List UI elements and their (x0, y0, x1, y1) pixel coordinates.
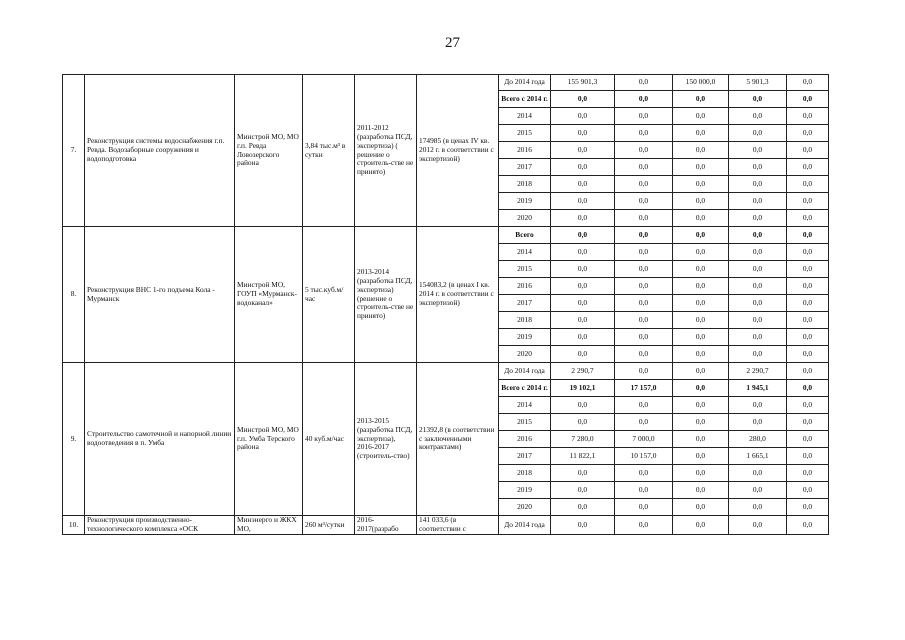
table-row (63, 516, 829, 535)
value-municipal: 0,0 (729, 244, 787, 261)
table-row (63, 227, 829, 244)
row-period-label: 2019 (499, 329, 551, 346)
project-period: 2011-2012 (разработка ПСД, экспертиза) ( решение о строитель-стве не принято) (355, 75, 417, 227)
value-municipal: 0,0 (729, 159, 787, 176)
value-total: 0,0 (551, 210, 615, 227)
project-name: Реконструкция ВНС 1-го подъема Кола - Мурманск (85, 227, 235, 363)
value-regional: 0,0 (673, 329, 729, 346)
value-total: 0,0 (551, 346, 615, 363)
value-federal: 7 000,0 (615, 431, 673, 448)
value-other: 0,0 (787, 91, 829, 108)
row-period-label: 2019 (499, 482, 551, 499)
value-total: 0,0 (551, 125, 615, 142)
row-period-label: 2015 (499, 414, 551, 431)
value-municipal: 0,0 (729, 108, 787, 125)
value-municipal: 0,0 (729, 193, 787, 210)
project-period: 2016-2017(разрабо (355, 516, 417, 535)
value-other: 0,0 (787, 465, 829, 482)
row-period-label: 2020 (499, 210, 551, 227)
value-regional: 150 000,0 (673, 75, 729, 91)
value-federal: 0,0 (615, 108, 673, 125)
value-regional: 0,0 (673, 346, 729, 363)
value-total: 19 102,1 (551, 380, 615, 397)
project-capacity: 5 тыс.куб.м/час (303, 227, 355, 363)
value-regional: 0,0 (673, 210, 729, 227)
project-number: 8. (63, 227, 85, 363)
value-other: 0,0 (787, 193, 829, 210)
value-other: 0,0 (787, 363, 829, 380)
value-federal: 0,0 (615, 91, 673, 108)
project-customer: Минстрой МО, ГОУП «Мурманск-водоканал» (235, 227, 303, 363)
value-total: 0,0 (551, 193, 615, 210)
value-other: 0,0 (787, 380, 829, 397)
value-total: 0,0 (551, 499, 615, 516)
value-municipal: 0,0 (729, 125, 787, 142)
value-federal: 0,0 (615, 244, 673, 261)
project-name: Строительство самотечной и напорной линии водоотведения в п. Умба (85, 363, 235, 516)
value-federal: 0,0 (615, 295, 673, 312)
row-period-label: 2017 (499, 295, 551, 312)
value-federal: 0,0 (615, 142, 673, 159)
value-total: 0,0 (551, 261, 615, 278)
value-regional: 0,0 (673, 380, 729, 397)
row-period-label: 2018 (499, 465, 551, 482)
project-period: 2013-2014 (разработка ПСД, экспертиза) (решение о строитель-стве не принято) (355, 227, 417, 363)
value-municipal: 0,0 (729, 261, 787, 278)
value-federal: 0,0 (615, 397, 673, 414)
value-total: 2 290,7 (551, 363, 615, 380)
project-capacity: 3,84 тыс.м³ в сутки (303, 75, 355, 227)
value-municipal: 1 665,1 (729, 448, 787, 465)
value-municipal: 0,0 (729, 482, 787, 499)
value-other: 0,0 (787, 516, 829, 535)
value-other: 0,0 (787, 295, 829, 312)
row-period-label: 2020 (499, 346, 551, 363)
value-municipal: 0,0 (729, 227, 787, 244)
project-cost: 141 033,6 (в соответствии с (417, 516, 499, 535)
project-number: 9. (63, 363, 85, 516)
value-other: 0,0 (787, 329, 829, 346)
table-row (63, 75, 829, 91)
row-period-label: 2018 (499, 312, 551, 329)
value-federal: 0,0 (615, 193, 673, 210)
value-federal: 0,0 (615, 312, 673, 329)
value-regional: 0,0 (673, 312, 729, 329)
value-regional: 0,0 (673, 414, 729, 431)
project-number: 10. (63, 516, 85, 535)
project-customer: Минстрой МО, МО г.п. Ревда Ловозерского района (235, 75, 303, 227)
value-regional: 0,0 (673, 431, 729, 448)
value-federal: 0,0 (615, 482, 673, 499)
value-municipal: 280,0 (729, 431, 787, 448)
value-other: 0,0 (787, 499, 829, 516)
value-municipal: 0,0 (729, 278, 787, 295)
value-total: 0,0 (551, 465, 615, 482)
value-municipal: 0,0 (729, 329, 787, 346)
project-cost: 21392,8 (в соответствии с заключенными контрактами) (417, 363, 499, 516)
value-municipal: 2 290,7 (729, 363, 787, 380)
value-other: 0,0 (787, 210, 829, 227)
value-regional: 0,0 (673, 227, 729, 244)
value-federal: 0,0 (615, 346, 673, 363)
value-federal: 0,0 (615, 329, 673, 346)
project-name: Реконструкция системы водоснабжения г.п. Ревда. Водозаборные сооружения и водоподготовка (85, 75, 235, 227)
value-total: 0,0 (551, 329, 615, 346)
value-regional: 0,0 (673, 278, 729, 295)
project-customer: Минстрой МО, МО г.п. Умба Терского района (235, 363, 303, 516)
value-regional: 0,0 (673, 108, 729, 125)
investment-table (62, 74, 829, 535)
value-other: 0,0 (787, 142, 829, 159)
value-total: 0,0 (551, 159, 615, 176)
value-other: 0,0 (787, 346, 829, 363)
value-regional: 0,0 (673, 448, 729, 465)
value-other: 0,0 (787, 176, 829, 193)
value-regional: 0,0 (673, 499, 729, 516)
value-federal: 0,0 (615, 176, 673, 193)
value-regional: 0,0 (673, 193, 729, 210)
value-total: 0,0 (551, 278, 615, 295)
row-period-label: 2014 (499, 397, 551, 414)
value-municipal: 0,0 (729, 91, 787, 108)
value-federal: 0,0 (615, 465, 673, 482)
value-total: 0,0 (551, 227, 615, 244)
value-regional: 0,0 (673, 91, 729, 108)
value-federal: 0,0 (615, 159, 673, 176)
value-municipal: 5 901,3 (729, 75, 787, 91)
value-municipal: 0,0 (729, 346, 787, 363)
row-period-label: 2015 (499, 261, 551, 278)
value-total: 0,0 (551, 176, 615, 193)
value-total: 0,0 (551, 108, 615, 125)
value-regional: 0,0 (673, 159, 729, 176)
value-total: 0,0 (551, 142, 615, 159)
value-total: 155 901,3 (551, 75, 615, 91)
value-municipal: 0,0 (729, 142, 787, 159)
value-federal: 0,0 (615, 210, 673, 227)
page-number: 27 (445, 35, 460, 51)
row-period-label: 2015 (499, 125, 551, 142)
row-period-label: Всего (499, 227, 551, 244)
row-period-label: 2019 (499, 193, 551, 210)
value-other: 0,0 (787, 278, 829, 295)
project-cost: 174985 (в ценах IV кв. 2012 г. в соответствии с экспертизой) (417, 75, 499, 227)
value-regional: 0,0 (673, 261, 729, 278)
row-period-label: До 2014 года (499, 363, 551, 380)
value-municipal: 0,0 (729, 397, 787, 414)
value-total: 0,0 (551, 312, 615, 329)
value-other: 0,0 (787, 397, 829, 414)
value-regional: 0,0 (673, 363, 729, 380)
value-federal: 0,0 (615, 414, 673, 431)
value-federal: 0,0 (615, 125, 673, 142)
value-other: 0,0 (787, 261, 829, 278)
value-total: 0,0 (551, 244, 615, 261)
value-total: 0,0 (551, 295, 615, 312)
value-total: 0,0 (551, 91, 615, 108)
value-other: 0,0 (787, 448, 829, 465)
value-other: 0,0 (787, 482, 829, 499)
value-regional: 0,0 (673, 142, 729, 159)
row-period-label: 2017 (499, 448, 551, 465)
row-period-label: 2016 (499, 431, 551, 448)
project-customer: Минэнерго и ЖКХ МО, (235, 516, 303, 535)
value-federal: 0,0 (615, 363, 673, 380)
value-regional: 0,0 (673, 176, 729, 193)
value-regional: 0,0 (673, 465, 729, 482)
value-other: 0,0 (787, 75, 829, 91)
value-regional: 0,0 (673, 244, 729, 261)
value-municipal: 0,0 (729, 414, 787, 431)
value-federal: 17 157,0 (615, 380, 673, 397)
value-federal: 0,0 (615, 261, 673, 278)
value-other: 0,0 (787, 431, 829, 448)
value-municipal: 0,0 (729, 312, 787, 329)
value-total: 0,0 (551, 414, 615, 431)
value-other: 0,0 (787, 227, 829, 244)
row-period-label: 2014 (499, 108, 551, 125)
row-period-label: 2016 (499, 142, 551, 159)
value-federal: 0,0 (615, 499, 673, 516)
row-period-label: Всего с 2014 г. (499, 380, 551, 397)
value-municipal: 1 945,1 (729, 380, 787, 397)
value-other: 0,0 (787, 312, 829, 329)
row-period-label: 2020 (499, 499, 551, 516)
value-other: 0,0 (787, 244, 829, 261)
value-regional: 0,0 (673, 482, 729, 499)
value-other: 0,0 (787, 159, 829, 176)
project-capacity: 40 куб.м/час (303, 363, 355, 516)
project-name: Реконструкция производственно-технологического комплекса «ОСК (85, 516, 235, 535)
row-period-label: До 2014 года (499, 516, 551, 535)
project-capacity: 260 м³/сутки (303, 516, 355, 535)
value-federal: 0,0 (615, 516, 673, 535)
row-period-label: До 2014 года (499, 75, 551, 91)
row-period-label: 2017 (499, 159, 551, 176)
value-federal: 0,0 (615, 227, 673, 244)
value-total: 0,0 (551, 482, 615, 499)
row-period-label: 2018 (499, 176, 551, 193)
project-number: 7. (63, 75, 85, 227)
value-total: 0,0 (551, 516, 615, 535)
value-other: 0,0 (787, 125, 829, 142)
value-total: 11 822,1 (551, 448, 615, 465)
project-period: 2013-2015 (разработка ПСД, экспертиза), 2016-2017 (строитель-ство) (355, 363, 417, 516)
value-federal: 0,0 (615, 278, 673, 295)
value-regional: 0,0 (673, 125, 729, 142)
value-regional: 0,0 (673, 295, 729, 312)
value-regional: 0,0 (673, 397, 729, 414)
value-municipal: 0,0 (729, 465, 787, 482)
value-municipal: 0,0 (729, 295, 787, 312)
row-period-label: 2016 (499, 278, 551, 295)
value-federal: 0,0 (615, 75, 673, 91)
value-municipal: 0,0 (729, 210, 787, 227)
row-period-label: Всего с 2014 г. (499, 91, 551, 108)
value-total: 7 280,0 (551, 431, 615, 448)
value-total: 0,0 (551, 397, 615, 414)
project-cost: 154083,2 (в ценах I кв. 2014 г. в соответствии с экспертизой) (417, 227, 499, 363)
value-regional: 0,0 (673, 516, 729, 535)
value-other: 0,0 (787, 414, 829, 431)
value-other: 0,0 (787, 108, 829, 125)
value-federal: 10 157,0 (615, 448, 673, 465)
value-municipal: 0,0 (729, 499, 787, 516)
value-municipal: 0,0 (729, 176, 787, 193)
table-row (63, 363, 829, 380)
row-period-label: 2014 (499, 244, 551, 261)
value-municipal: 0,0 (729, 516, 787, 535)
